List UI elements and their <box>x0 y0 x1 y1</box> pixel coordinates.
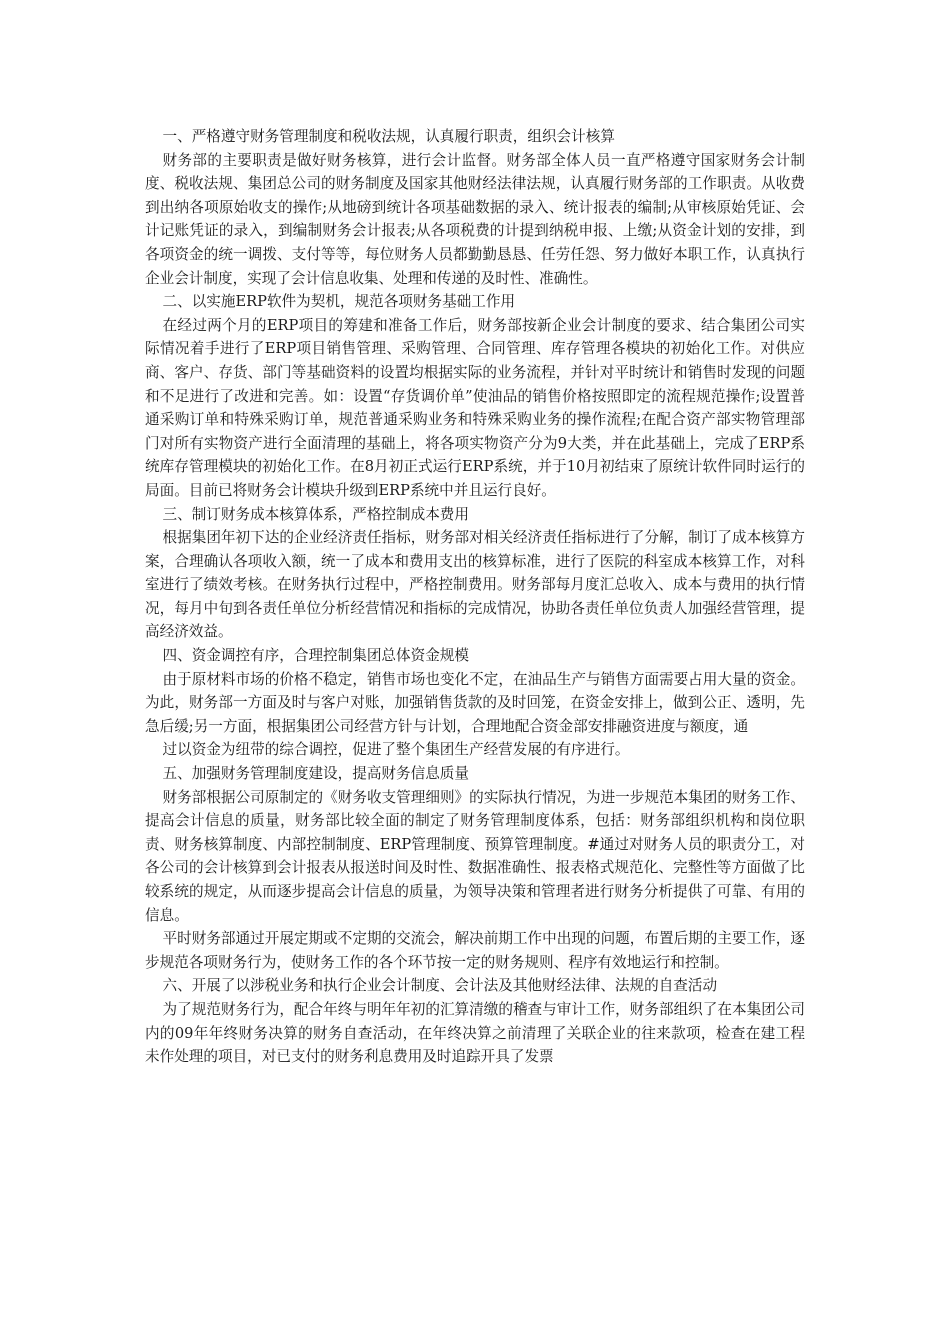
paragraph: 在经过两个月的ERP项目的筹建和准备工作后，财务部按新企业会计制度的要求、结合集团公司实际情况着手进行了ERP项目销售管理、采购管理、合同管理、库存管理各模块的初始化工作。对供应商、客户、存货、部门等基础资料的设置均根据实际的业务流程，并针对平时统计和销售时发现的问题和不足进行了改进和完善。如：设置“存货调价单”使油品的销售价格按照即定的流程规范操作;设置普通采购订单和特殊采购订单，规范普通采购业务和特殊采购业务的操作流程;在配合资产部实物管理部门对所有实物资产进行全面清理的基础上，将各项实物资产分为9大类，并在此基础上，完成了ERP系统库存管理模块的初始化工作。在8月初正式运行ERP系统，并于10月初结束了原统计软件同时运行的局面。目前已将财务会计模块升级到ERP系统中并且运行良好。 <box>145 316 805 499</box>
section-heading-2: 二、以实施ERP软件为契机，规范各项财务基础工作用 <box>162 293 516 311</box>
paragraph: 根据集团年初下达的企业经济责任指标，财务部对相关经济责任指标进行了分解，制订了成本核算方案，合理确认各项收入额，统一了成本和费用支出的核算标准，进行了医院的科室成本核算工作，对科室进行了绩效考核。在财务执行过程中，严格控制费用。财务部每月度汇总收入、成本与费用的执行情况，每月中旬到各责任单位分析经营情况和指标的完成情况，协助各责任单位负责人加强经营管理，提高经济效益。 <box>145 529 805 641</box>
document-page <box>145 125 805 1069</box>
paragraph: 平时财务部通过开展定期或不定期的交流会，解决前期工作中出现的问题，布置后期的主要工作，逐步规范各项财务行为，使财务工作的各个环节按一定的财务规则、程序有效地运行和控制。 <box>145 930 805 971</box>
section-heading-6: 六、开展了以涉税业务和执行企业会计制度、会计法及其他财经法律、法规的自查活动 <box>162 977 718 995</box>
section-heading-4: 四、资金调控有序，合理控制集团总体资金规模 <box>162 647 469 665</box>
paragraph: 财务部根据公司原制定的《财务收支管理细则》的实际执行情况，为进一步规范本集团的财务工作、提高会计信息的质量，财务部比较全面的制定了财务管理制度体系，包括：财务部组织机构和岗位职责、财务核算制度、内部控制制度、ERP管理制度、预算管理制度。#通过对财务人员的职责分工，对各公司的会计核算到会计报表从报送时间及时性、数据准确性、报表格式规范化、完整性等方面做了比较系统的规定，从而逐步提高会计信息的质量，为领导决策和管理者进行财务分析提供了可靠、有用的信息。 <box>145 788 805 924</box>
paragraph: 为了规范财务行为，配合年终与明年年初的汇算清缴的稽查与审计工作，财务部组织了在本集团公司内的09年年终财务决算的财务自查活动，在年终决算之前清理了关联企业的往来款项，检查在建工程未作处理的项目，对已支付的财务利息费用及时追踪开具了发票 <box>145 1000 805 1066</box>
section-heading-3: 三、制订财务成本核算体系，严格控制成本费用 <box>162 505 469 523</box>
paragraph: 过以资金为纽带的综合调控，促进了整个集团生产经营发展的有序进行。 <box>162 741 630 759</box>
section-heading-5: 五、加强财务管理制度建设，提高财务信息质量 <box>162 765 469 783</box>
paragraph: 由于原材料市场的价格不稳定，销售市场也变化不定，在油品生产与销售方面需要占用大量的资金。为此，财务部一方面及时与客户对账，加强销售货款的及时回笼，在资金安排上，做到公正、透明，先急后缓;另一方面，根据集团公司经营方针与计划，合理地配合资金部安排融资进度与额度，通 <box>145 670 805 735</box>
paragraph: 财务部的主要职责是做好财务核算，进行会计监督。财务部全体人员一直严格遵守国家财务会计制度、税收法规、集团总公司的财务制度及国家其他财经法律法规，认真履行财务部的工作职责。从收费到出纳各项原始收支的操作;从地磅到统计各项基础数据的录入、统计报表的编制;从审核原始凭证、会计记账凭证的录入，到编制财务会计报表;从各项税费的计提到纳税申报、上缴;从资金计划的安排，到各项资金的统一调拨、支付等等，每位财务人员都勤勤恳恳、任劳任怨、努力做好本职工作，认真执行企业会计制度，实现了会计信息收集、处理和传递的及时性、准确性。 <box>145 151 805 287</box>
section-heading-1: 一、严格遵守财务管理制度和税收法规，认真履行职责，组织会计核算 <box>162 128 615 145</box>
